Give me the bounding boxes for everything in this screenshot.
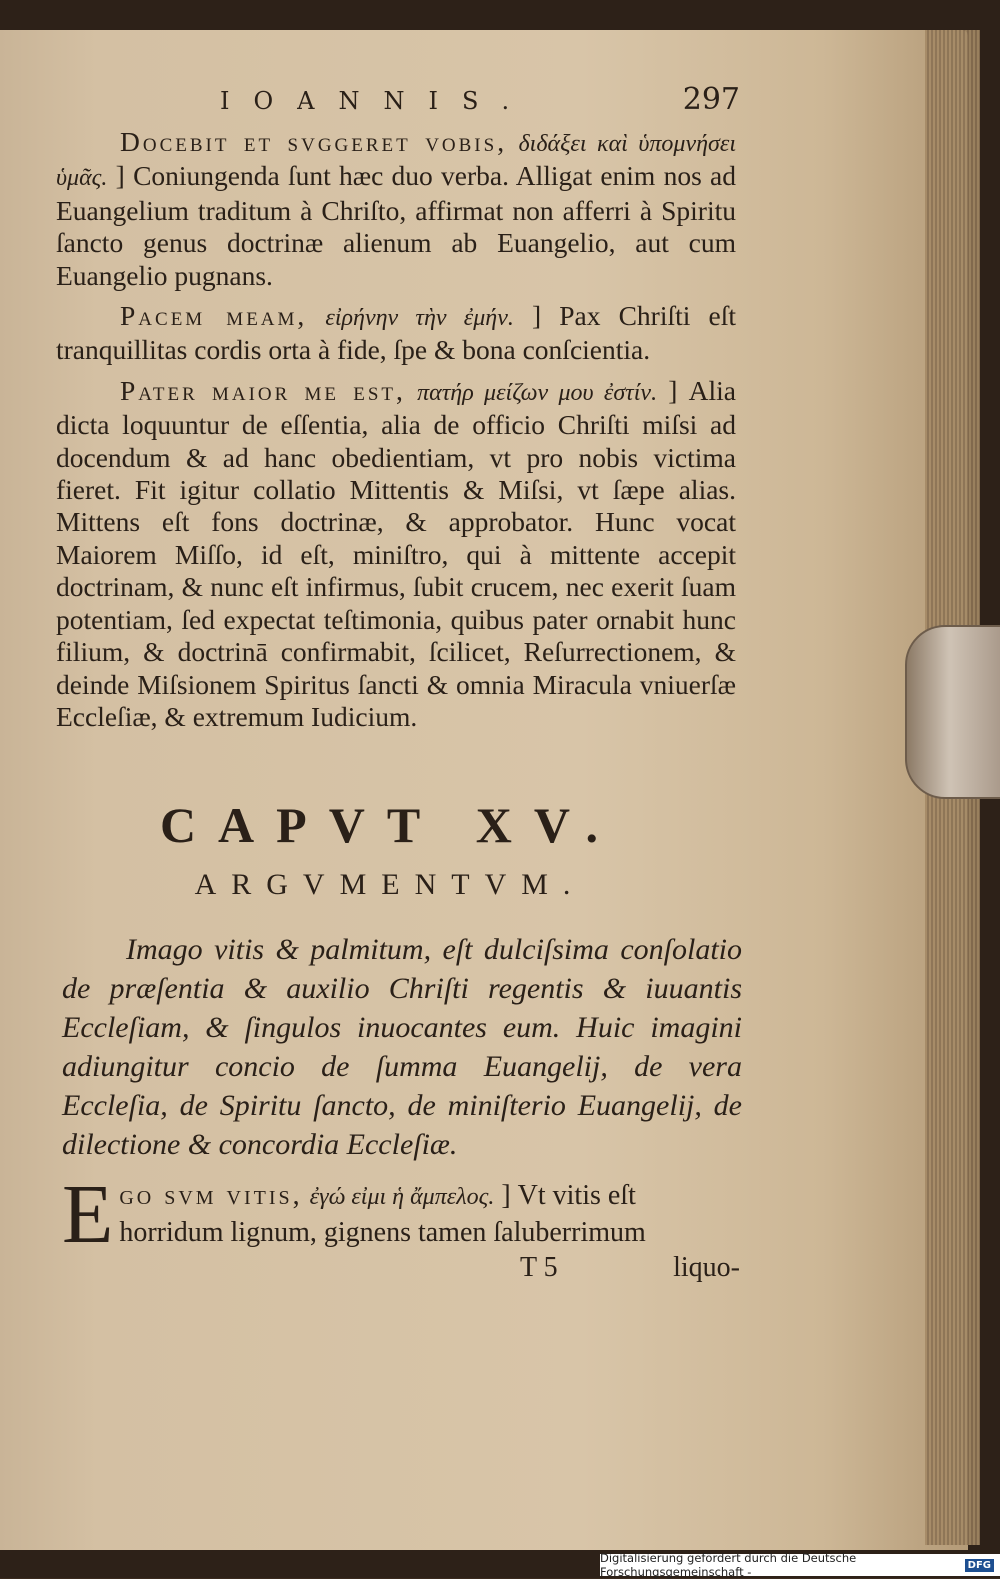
running-head-title: IOANNIS. bbox=[220, 87, 534, 115]
chapter-subheading: ARGVMENTVM. bbox=[194, 868, 586, 901]
catchword: liquo- bbox=[673, 1252, 740, 1283]
signature-mark: T 5 bbox=[520, 1252, 558, 1283]
paragraph-pacem bbox=[56, 300, 736, 367]
footer-credit bbox=[600, 1551, 1000, 1579]
argument-text: Imago vitis & palmitum, eſt dulciſsima conſolatio de præſentia & auxilio Chriſti regentis & iuuantis Eccleſiam, & ſingulos inuocantes eum. Huic imagini adiungitur concio de ſumma Euangelij, de vera Eccleſia, de Spiritu ſancto, de miniſterio Euangelij, de dilectione & concordia Eccleſiæ. bbox=[62, 933, 742, 1161]
paragraph-text: ] Vt vitis eſt horridum lignum, gignens tamen ſaluberrimum bbox=[119, 1180, 646, 1248]
paragraph-text: ] Coniungenda ſunt hæc duo verba. Alligat enim nos ad Euangelium traditum à Chriſto, affirmat non afferri à Spiritu ſancto genus doctrinæ alienum ab Euangelio, aut cum Euangelio pugnans. bbox=[56, 160, 736, 291]
chapter-argument bbox=[62, 930, 742, 1164]
paragraph-text: ] Pax Chriſti eſt tranquillitas cordis orta à fide, ſpe & bona conſcientia. bbox=[56, 300, 736, 366]
catchline bbox=[520, 1252, 740, 1284]
paragraph-docebit bbox=[56, 126, 736, 292]
footer-text: Digitalisierung gefördert durch die Deutsche Forschungsgemeinschaft - bbox=[600, 1551, 857, 1579]
paragraph-ego bbox=[62, 1168, 742, 1261]
drop-cap: E bbox=[62, 1168, 114, 1261]
lemma: Pacem meam, bbox=[120, 300, 308, 332]
greek-text: ἐγώ εἰμι ἡ ἄμπελος. bbox=[309, 1184, 495, 1210]
greek-text: πατήρ μείζων μου ἐστίν. bbox=[417, 379, 658, 406]
paragraph-pater bbox=[56, 375, 736, 733]
lemma: go svm vitis, bbox=[119, 1180, 303, 1211]
chapter-heading: CAPVT XV. bbox=[159, 797, 621, 853]
running-head bbox=[220, 82, 740, 117]
book-clip bbox=[905, 625, 1000, 799]
greek-text: διδάξει καὶ ὑπομνήσει ὑμᾶς. bbox=[56, 131, 736, 192]
greek-text: εἰρήνην τὴν ἐμήν. bbox=[325, 305, 514, 332]
commentary-text bbox=[56, 126, 736, 733]
lemma: Docebit et svggeret vobis, bbox=[120, 126, 508, 157]
lemma: Pater maior me est, bbox=[120, 374, 406, 406]
paragraph-text: ] Alia dicta loquuntur de eſſentia, alia de officio Chriſti miſsi ad docendum & ad hanc obedientiam, vt pro nobis victima fieret. Fit igitur collatio Mittentis & Miſsi, vt ſæpe alias. Mittens eſt fons doctrinæ, & approbator. Hunc vocat Maiorem Miſſo, id eſt, miniſtro, qui à mittente accepit doctrinam, & nunc eſt infirmus, ſubit crucem, nec exerit ſuam potentiam, ſed expectat teſtimonia, quibus pater ornabit hunc filium, & doctrinā confirmabit, ſcilicet, Reſurrectionem, & deinde Miſsionem Spiritus ſancti & omnia Miracula vniuerſæ Eccleſiæ, & extremum Iudicium. bbox=[56, 374, 737, 732]
dfg-logo: DFG bbox=[965, 1559, 994, 1572]
page-number: 297 bbox=[682, 82, 740, 117]
